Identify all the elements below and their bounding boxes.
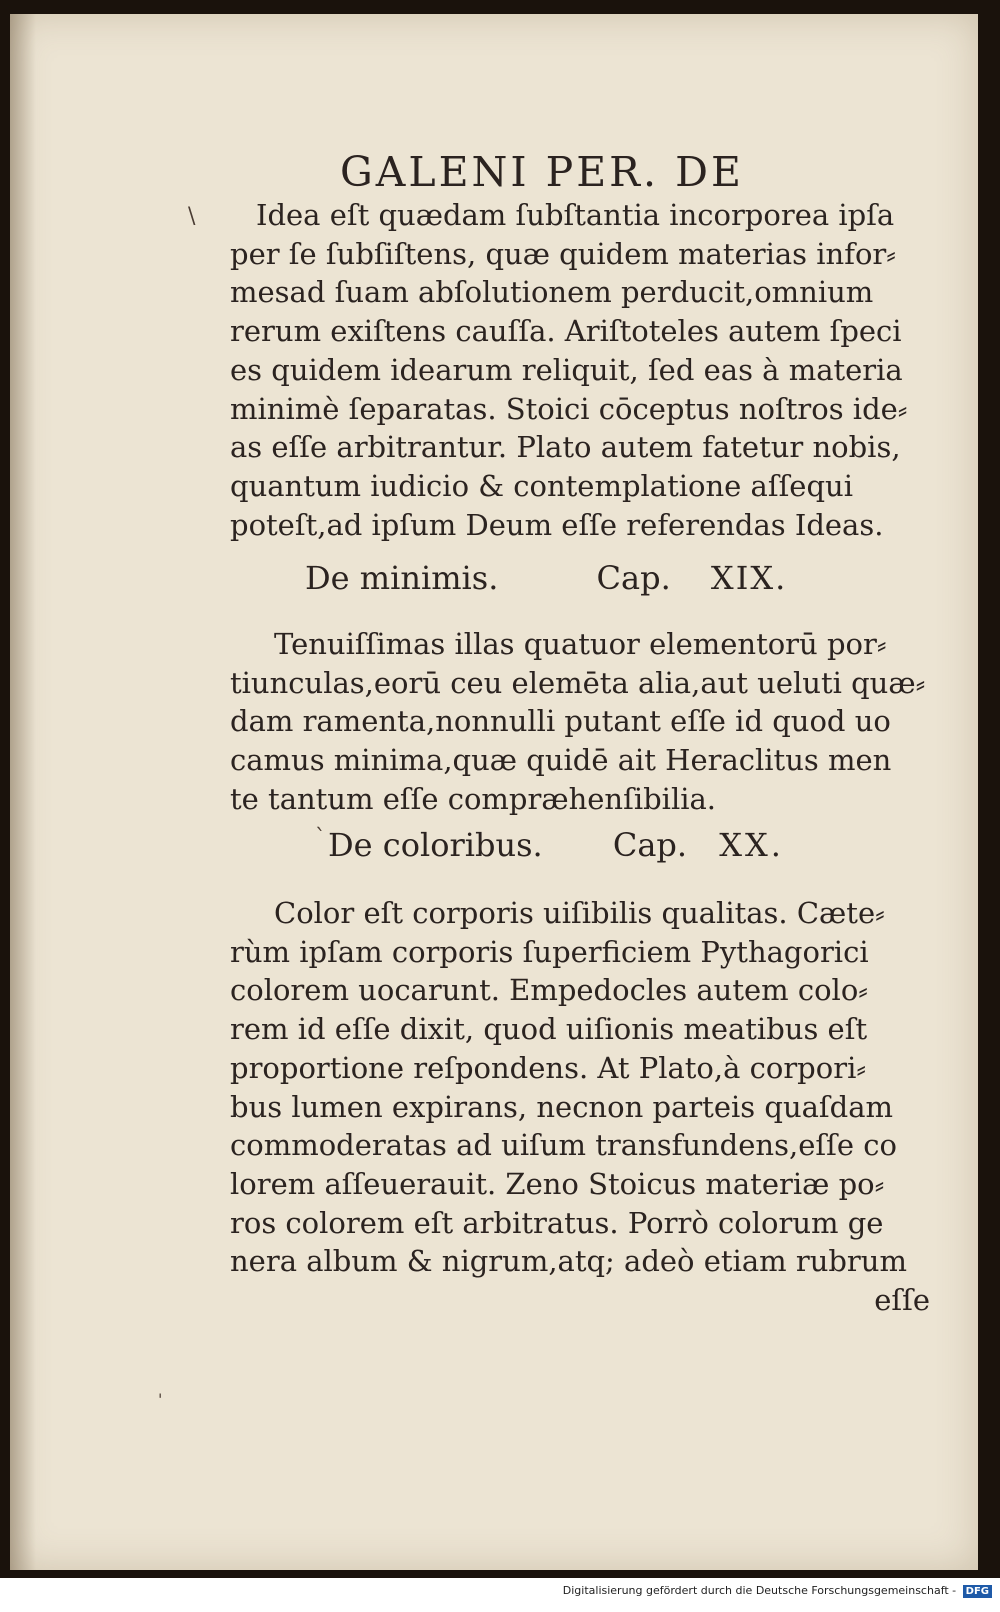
text-line: mesad ſuam abſolutionem perducit,omnium xyxy=(230,275,874,310)
text-line: rùm ipſam corporis ſuperficiem Pythagorici xyxy=(230,934,869,969)
book-page xyxy=(10,14,978,1570)
text-line: es quidem idearum reliquit, ſed eas à materia xyxy=(230,352,903,387)
text-line: dam ramenta,nonnulli putant eſſe id quod uo xyxy=(230,704,891,739)
text-line: quantum iudicio & contemplatione aſſequi xyxy=(230,468,853,503)
chapter-heading-coloribus xyxy=(328,826,784,864)
chapter-number: XIX. xyxy=(710,559,788,597)
text-line: te tantum eſſe compræhenſibilia. xyxy=(230,781,717,816)
text-line: Tenuiſſimas illas quatuor elementorū por⸗ xyxy=(274,627,887,661)
chapter-heading-minimis xyxy=(305,559,787,597)
text-line: Idea eſt quædam ſubſtantia incorporea ipſa xyxy=(256,198,895,232)
text-line: commoderatas ad uiſum transfundens,eſſe co xyxy=(230,1128,897,1163)
text-line: lorem aſſeuerauit. Zeno Stoicus materiæ po⸗ xyxy=(230,1166,885,1201)
text-line: Color eſt corporis uiſibilis qualitas. Cæte⸗ xyxy=(274,896,885,930)
text-line: rerum exiſtens cauſſa. Ariſtoteles autem ſpeci xyxy=(230,314,902,349)
catchword: eſſe xyxy=(874,1283,930,1318)
text-line: minimè ſeparatas. Stoici cōceptus noſtros ide⸗ xyxy=(230,391,908,426)
text-line: as eſſe arbitrantur. Plato autem fatetur nobis, xyxy=(230,430,901,465)
chapter-number: XX. xyxy=(719,826,784,864)
paragraph-coloribus xyxy=(230,894,930,1320)
chapter-title: De minimis. xyxy=(305,559,499,597)
text-line: colorem uocarunt. Empedocles autem colo⸗ xyxy=(230,973,868,1008)
margin-mark: ` xyxy=(315,826,326,851)
dfg-logo: DFG xyxy=(963,1585,992,1598)
credit-text: Digitalisierung gefördert durch die Deutsche Forschungsgemeinschaft - xyxy=(562,1584,957,1597)
text-line: per ſe ſubſiſtens, quæ quidem materias infor⸗ xyxy=(230,236,896,271)
paragraph-minimis xyxy=(230,625,930,819)
text-line: rem id eſſe dixit, quod uiſionis meatibus eſt xyxy=(230,1012,868,1047)
running-head: GALENI PER. DE xyxy=(340,148,744,196)
text-line: bus lumen expirans, necnon parteis quaſdam xyxy=(230,1089,893,1124)
chapter-cap: Cap. xyxy=(612,826,688,864)
chapter-cap: Cap. xyxy=(596,559,671,597)
margin-mark: \ xyxy=(188,204,196,229)
margin-mark: ' xyxy=(158,1390,163,1409)
text-line: ros colorem eſt arbitratus. Porrò colorum ge xyxy=(230,1205,884,1240)
text-line: proportione reſpondens. At Plato,à corpori⸗ xyxy=(230,1050,867,1085)
chapter-title: De coloribus. xyxy=(328,826,543,864)
text-line: camus minima,quæ quidē ait Heraclitus men xyxy=(230,743,892,778)
text-line: tiunculas,eorū ceu elemēta alia,aut ueluti quæ⸗ xyxy=(230,665,926,700)
paragraph-ideas xyxy=(230,196,930,544)
text-line: nera album & nigrum,atq; adeò etiam rubrum xyxy=(230,1244,907,1279)
digitization-credit xyxy=(0,1584,992,1598)
text-line: poteſt,ad ipſum Deum eſſe referendas Ideas. xyxy=(230,507,884,542)
